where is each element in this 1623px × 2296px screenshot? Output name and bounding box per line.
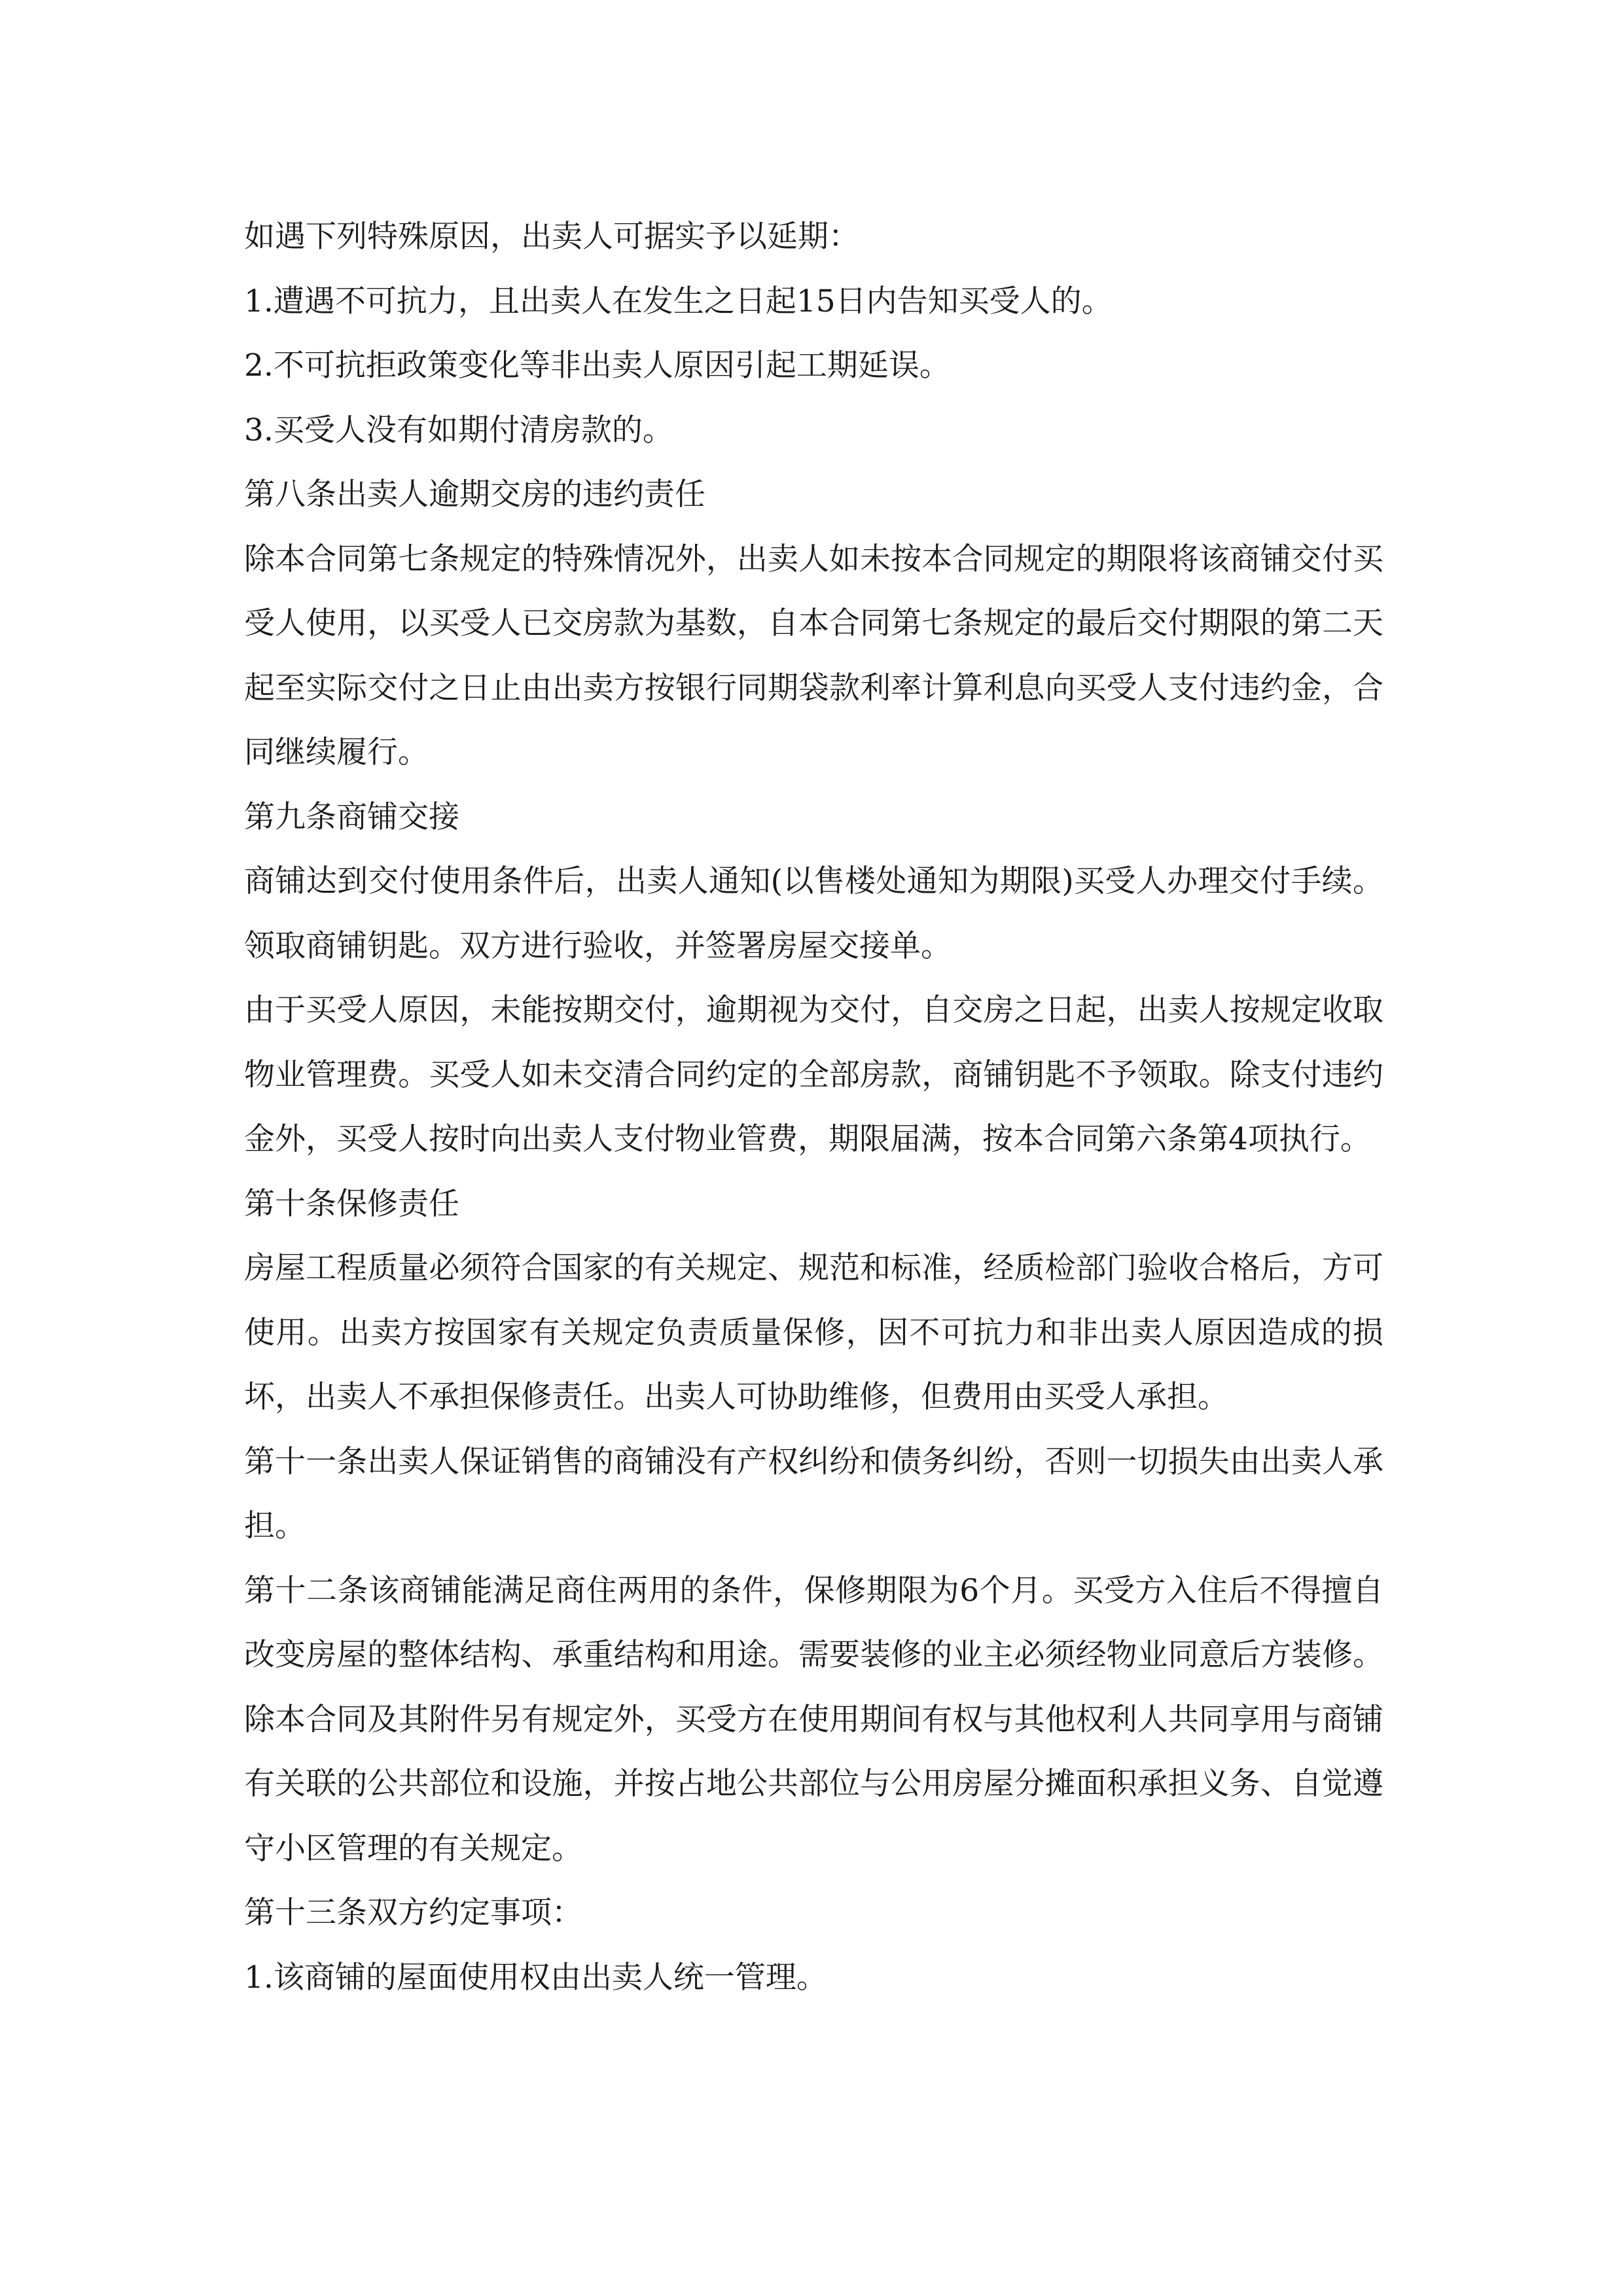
paragraph-article-9-handover: 商铺达到交付使用条件后，出卖人通知(以售楼处通知为期限)买受人办理交付手续。领取商铺钥匙。双方进行验收，并签署房屋交接单。: [244, 863, 1383, 964]
paragraph-article-8-body: 除本合同第七条规定的特殊情况外，出卖人如未按本合同规定的期限将该商铺交付买受人使用，以买受人已交房款为基数，自本合同第七条规定的最后交付期限的第二天起至实际交付之日止由出卖方按银行同期袋款利率计算利息向买受人支付违约金，合同继续履行。: [244, 541, 1383, 770]
paragraph-extension-reasons: 如遇下列特殊原因，出卖人可据实予以延期：: [244, 219, 859, 255]
paragraph-item-3-unpaid: 3.买受人没有如期付清房款的。: [244, 412, 673, 448]
paragraph-article-12: 第十二条该商铺能满足商住两用的条件，保修期限为6个月。买受方入住后不得擅自改变房屋的整体结构、承重结构和用途。需要装修的业主必须经物业同意后方装修。除本合同及其附件另有规定外，买受方在使用期间有权与其他权利人共同享用与商铺有关联的公共部位和设施，并按占地公共部位与公用房屋分摊面积承担义务、自觉遵守小区管理的有关规定。: [244, 1572, 1383, 1867]
document-body: [244, 205, 1383, 2010]
heading-article-8: 第八条出卖人逾期交房的违约责任: [244, 476, 705, 512]
paragraph-article-10-body: 房屋工程质量必须符合国家的有关规定、规范和标准，经质检部门验收合格后，方可使用。出卖方按国家有关规定负责质量保修，因不可抗力和非出卖人原因造成的损坏，出卖人不承担保修责任。出卖人可协助维修，但费用由买受人承担。: [244, 1250, 1383, 1415]
paragraph-item-1-force-majeure: 1.遭遇不可抗力，且出卖人在发生之日起15日内告知买受人的。: [244, 283, 1113, 319]
paragraph-article-13-item-1: 1.该商铺的屋面使用权由出卖人统一管理。: [244, 1959, 827, 1996]
paragraph-item-2-policy-change: 2.不可抗拒政策变化等非出卖人原因引起工期延误。: [244, 348, 950, 384]
paragraph-article-9-delay: 由于买受人原因，未能按期交付，逾期视为交付，自交房之日起，出卖人按规定收取物业管理费。买受人如未交清合同约定的全部房款，商铺钥匙不予领取。除支付违约金外，买受人按时向出卖人支付物业管费，期限届满，按本合同第六条第4项执行。: [244, 992, 1383, 1157]
heading-article-13: 第十三条双方约定事项：: [244, 1895, 582, 1931]
paragraph-article-11: 第十一条出卖人保证销售的商铺没有产权纠纷和债务纠纷，否则一切损失由出卖人承担。: [244, 1443, 1383, 1544]
heading-article-10: 第十条保修责任: [244, 1185, 459, 1222]
heading-article-9: 第九条商铺交接: [244, 798, 459, 835]
